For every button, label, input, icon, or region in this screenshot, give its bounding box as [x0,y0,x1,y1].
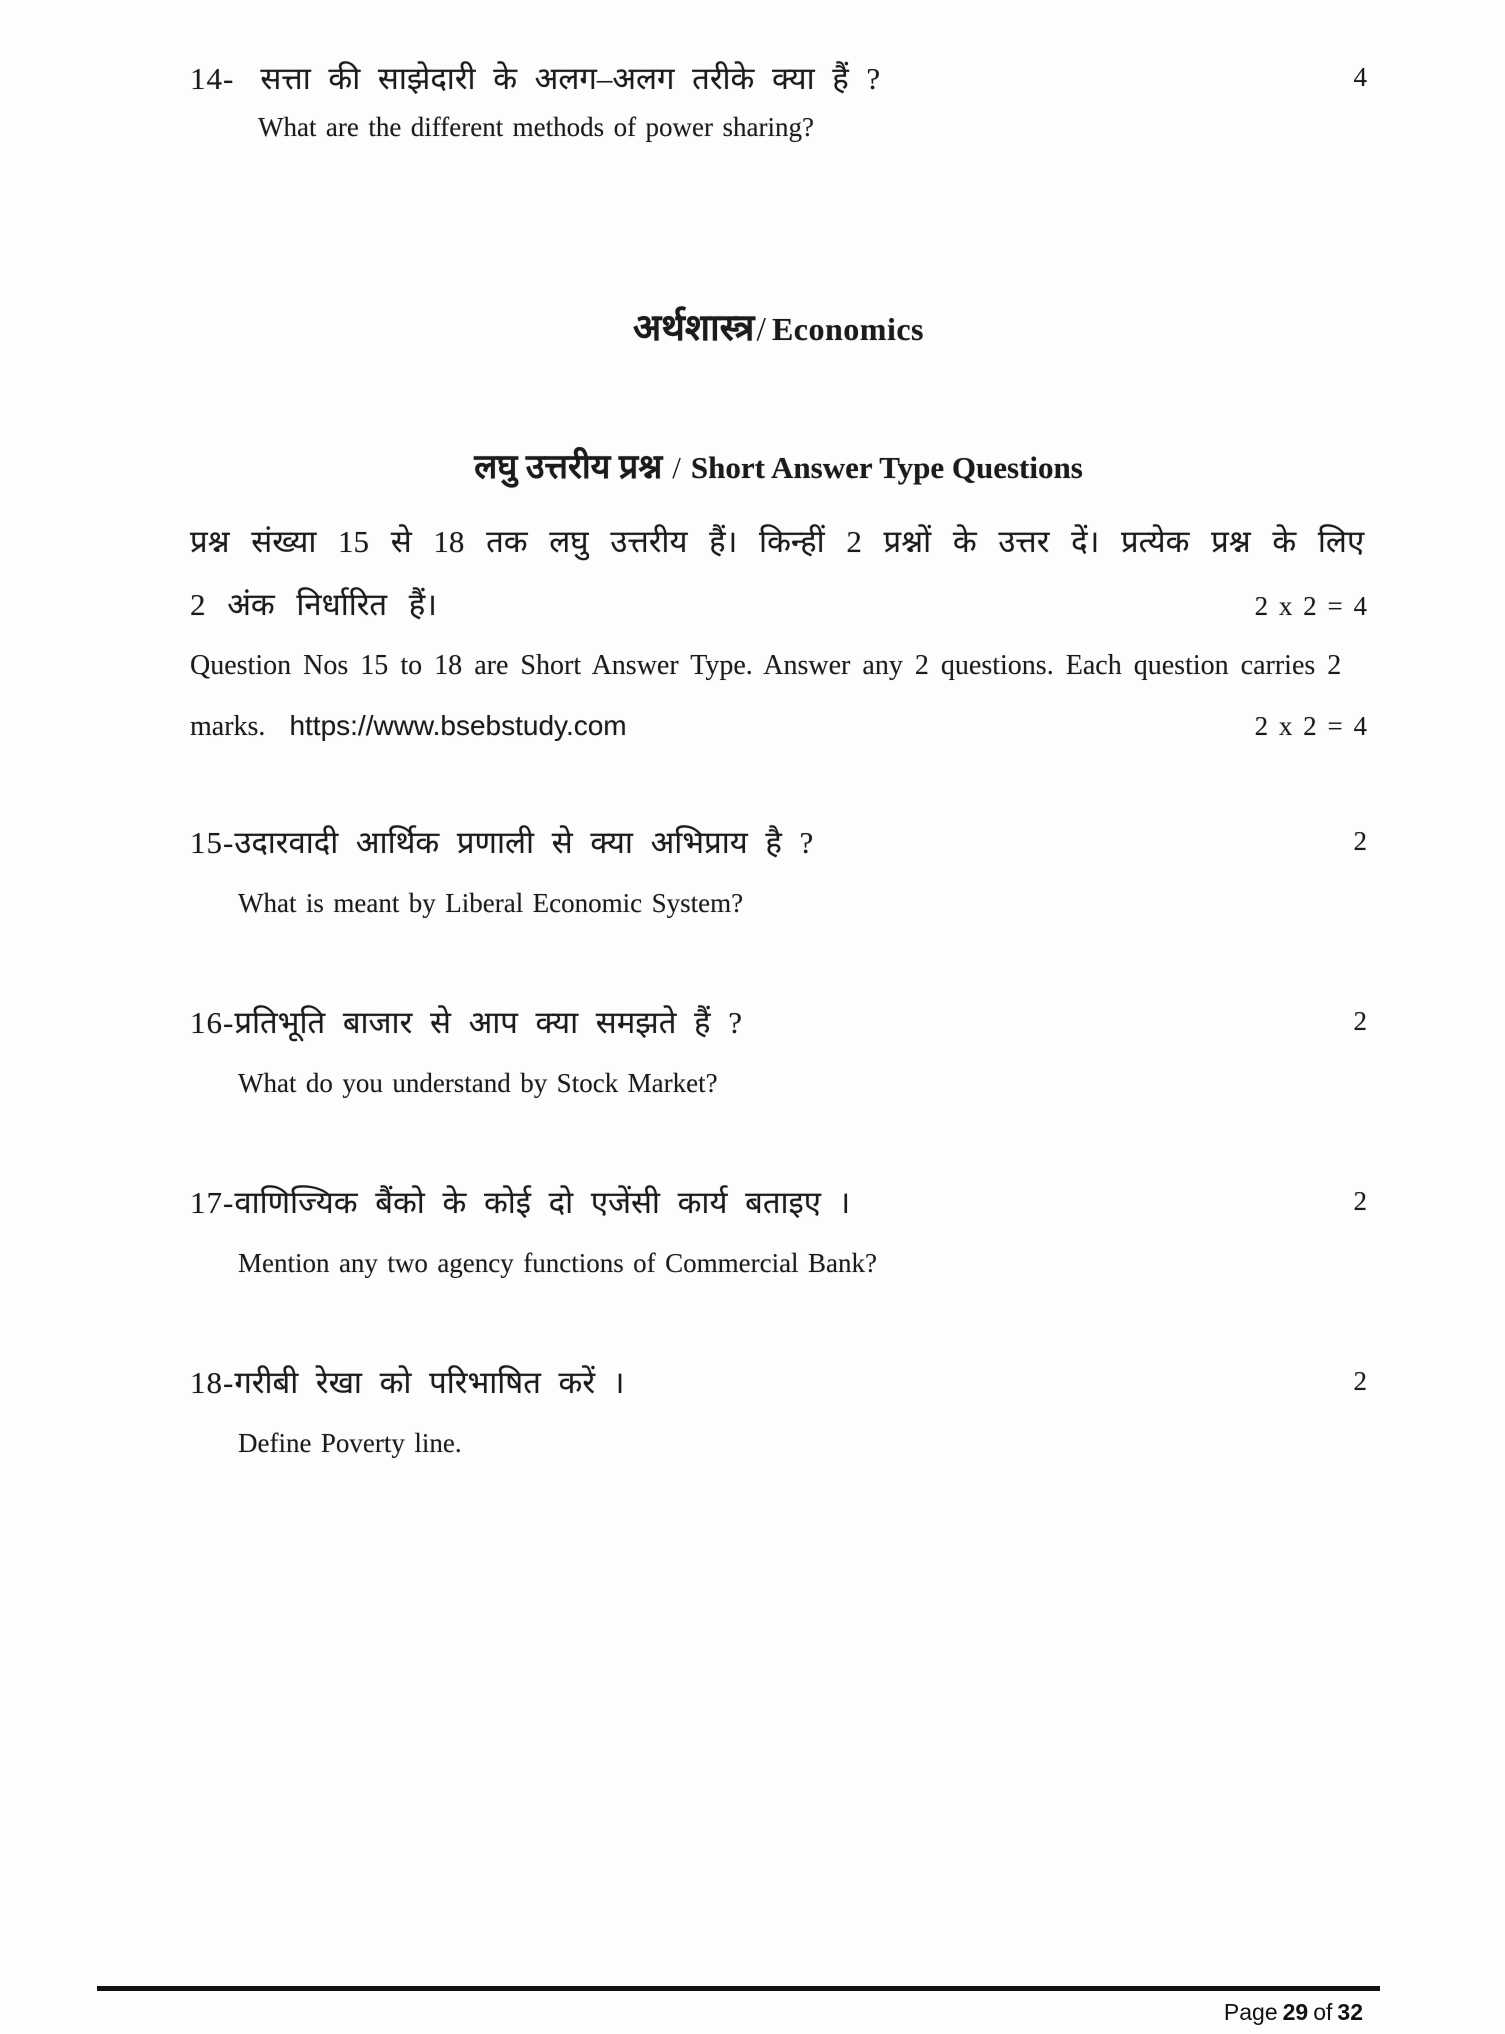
study-website-url: https://www.bsebstudy.com [289,710,627,741]
question-15-number: 15- [190,825,235,860]
question-15-row [190,822,1367,864]
instructions-hindi-marks: 2 x 2 = 4 [1254,591,1367,621]
question-17-marks: 2 [1353,1186,1367,1216]
question-14-row [190,58,1367,100]
question-17-text [190,1182,850,1224]
footer-page-indicator [1224,1999,1363,2026]
question-18-hindi: गरीबी रेखा को परिभाषित करें । [234,1365,625,1400]
question-14-marks: 4 [1353,62,1367,92]
question-18-english: Define Poverty line. [238,1428,462,1458]
instructions-english-line2-left [190,710,627,743]
question-16-row [190,1002,1367,1044]
question-17-hindi: वाणिज्यिक बैंको के कोई दो एजेंसी कार्य बताइए । [234,1185,851,1220]
section-heading-hindi: अर्थशास्त्र [633,308,755,349]
footer-total-pages: 32 [1337,1999,1363,2025]
question-18-marks: 2 [1353,1366,1367,1396]
question-16-hindi: प्रतिभूति बाजार से आप क्या समझते हैं ? [234,1005,742,1040]
question-15-text [190,822,813,864]
question-16-number: 16- [190,1005,235,1040]
question-16-text [190,1002,742,1044]
question-17-english: Mention any two agency functions of Commercial Bank? [238,1248,877,1278]
footer-divider [97,1986,1380,1991]
instructions-english-marks: 2 x 2 = 4 [1254,711,1367,741]
section-heading-english: Economics [771,311,924,347]
subsection-heading-english: Short Answer Type Questions [690,450,1083,485]
question-16-marks: 2 [1353,1006,1367,1036]
question-15-hindi: उदारवादी आर्थिक प्रणाली से क्या अभिप्राय है ? [234,825,814,860]
question-16-english: What do you understand by Stock Market? [238,1068,718,1098]
subsection-heading-slash: / [672,450,681,485]
question-14-number: 14- [190,61,235,96]
question-18-number: 18- [190,1365,235,1400]
instructions-hindi-line2: 2 अंक निर्धारित हैं। [190,587,438,622]
instructions-hindi-line2-row [190,583,1367,625]
footer-of-word: of [1313,1999,1333,2025]
section-heading [190,300,1367,351]
instructions-english-line1: Question Nos 15 to 18 are Short Answer Type. Answer any 2 questions. Each question carries 2 [190,650,1342,681]
footer-page-word: Page [1223,1999,1278,2025]
instructions-english-line2: marks. [190,711,266,742]
question-14-hindi: सत्ता की साझेदारी के अलग–अलग तरीके क्या हैं ? [260,61,881,96]
footer-current-page: 29 [1282,1999,1309,2025]
question-18-row [190,1362,1367,1404]
question-17-number: 17- [190,1185,235,1220]
subsection-heading-hindi: लघु उत्तरीय प्रश्न [474,449,663,486]
question-18-text [190,1362,624,1404]
section-heading-slash: / [756,311,766,348]
question-14-english: What are the different methods of power sharing? [258,112,814,142]
question-15-english: What is meant by Liberal Economic System? [238,888,744,918]
question-17-row [190,1182,1367,1224]
instructions-hindi-line1: प्रश्न संख्या 15 से 18 तक लघु उत्तरीय हैं। किन्हीं 2 प्रश्नों के उत्तर दें। प्रत्येक प्रश्न के लिए [190,524,1365,559]
instructions-english-line2-row [190,710,1367,743]
subsection-heading [190,442,1367,488]
question-14-text [190,58,880,100]
question-15-marks: 2 [1353,826,1367,856]
